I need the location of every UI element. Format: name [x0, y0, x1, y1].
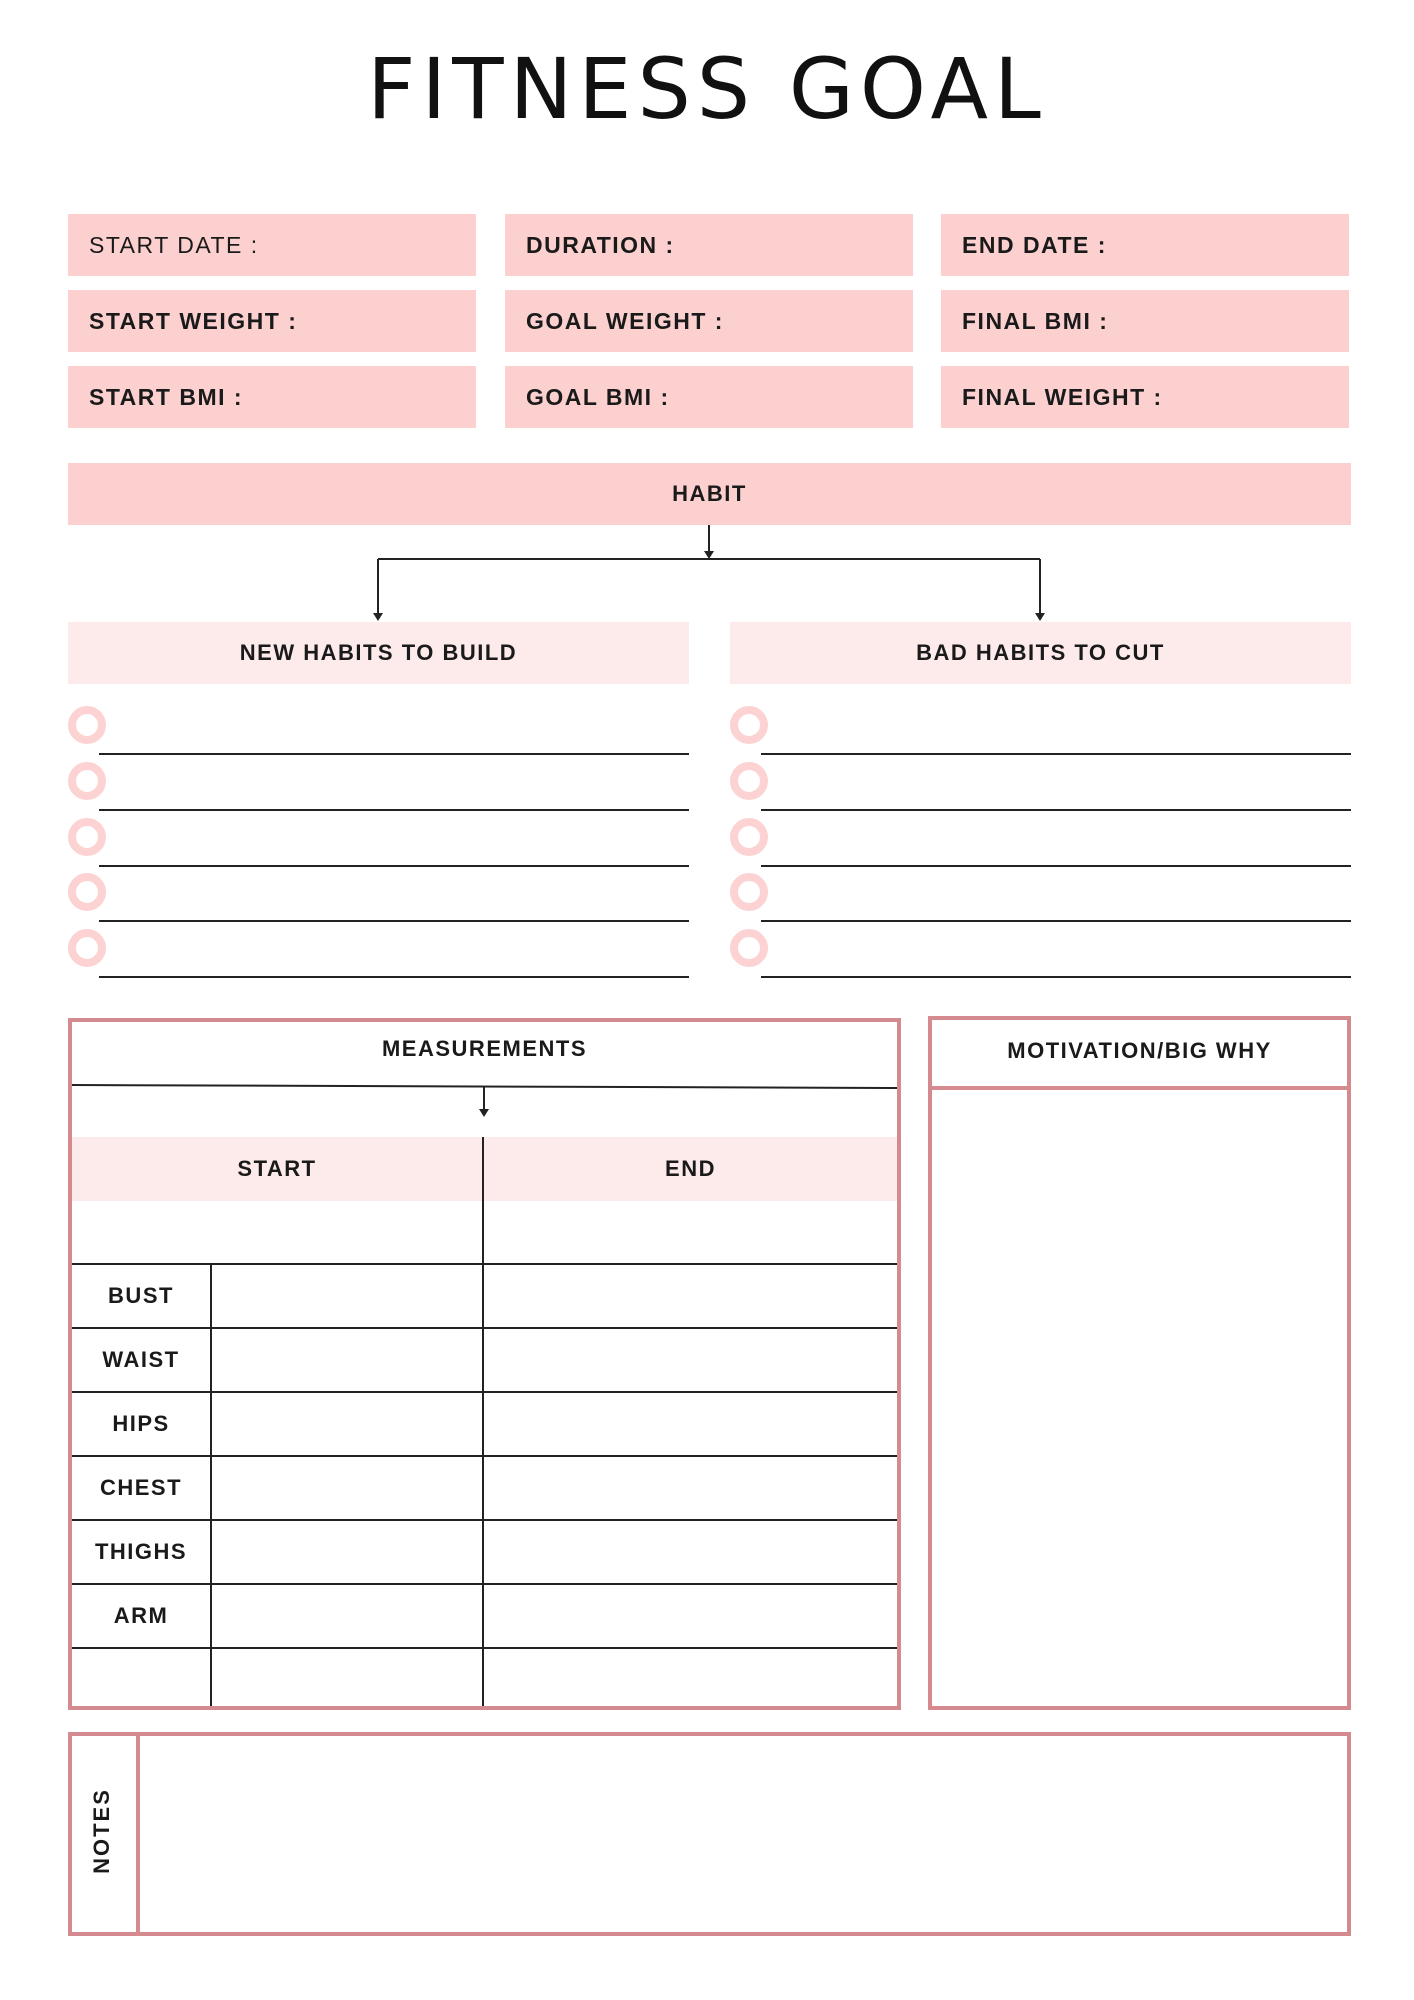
start-bmi-label: START BMI :: [89, 384, 244, 410]
start-date-field[interactable]: [68, 214, 476, 276]
new-habits-header: NEW HABITS TO BUILD: [68, 622, 689, 684]
bad-habit-checkbox[interactable]: [730, 706, 768, 744]
habit-connector: [0, 525, 1414, 625]
motivation-divider: [932, 1086, 1347, 1090]
motivation-panel[interactable]: [928, 1016, 1351, 1710]
bad-habit-line[interactable]: [761, 809, 1351, 811]
page-title: FITNESS GOAL: [367, 40, 1047, 138]
measurement-row-label: WAIST: [102, 1347, 180, 1372]
new-habit-line[interactable]: [99, 865, 689, 867]
new-habit-checkbox[interactable]: [68, 818, 106, 856]
goal-bmi-label: GOAL BMI :: [526, 384, 670, 410]
measurement-row-label: HIPS: [112, 1411, 170, 1436]
bad-habit-line[interactable]: [761, 920, 1351, 922]
final-weight-field[interactable]: [941, 366, 1349, 428]
start-weight-field[interactable]: [68, 290, 476, 352]
new-habit-line[interactable]: [99, 809, 689, 811]
bad-habit-checkbox[interactable]: [730, 929, 768, 967]
end-column-header: END: [665, 1156, 716, 1181]
new-habit-line[interactable]: [99, 976, 689, 978]
measurement-row-label: THIGHS: [94, 1539, 188, 1564]
new-habit-checkbox[interactable]: [68, 873, 106, 911]
bad-habit-checkbox[interactable]: [730, 818, 768, 856]
start-weight-label: START WEIGHT :: [89, 308, 298, 334]
notes-panel[interactable]: [68, 1732, 1351, 1936]
measurement-row-label: BUST: [108, 1283, 174, 1308]
new-habit-checkbox[interactable]: [68, 762, 106, 800]
bad-habit-line[interactable]: [761, 865, 1351, 867]
measurements-connector: [72, 1080, 897, 1120]
final-weight-label: FINAL WEIGHT :: [962, 384, 1163, 410]
new-habit-checkbox[interactable]: [68, 706, 106, 744]
row-divider: [72, 1647, 897, 1649]
bad-habit-line[interactable]: [761, 976, 1351, 978]
measurements-title: MEASUREMENTS: [381, 1036, 587, 1061]
end-date-label: END DATE :: [962, 232, 1107, 258]
bad-habit-checkbox[interactable]: [730, 762, 768, 800]
notes-divider: [136, 1736, 140, 1932]
bad-habit-checkbox[interactable]: [730, 873, 768, 911]
start-column-header: START: [237, 1156, 317, 1181]
measurement-row-label: ARM: [113, 1603, 169, 1628]
notes-label: NOTES: [89, 1788, 114, 1874]
motivation-title: MOTIVATION/BIG WHY: [1007, 1038, 1272, 1063]
start-end-divider: [482, 1137, 484, 1706]
label-column-divider: [210, 1263, 212, 1706]
new-habit-line[interactable]: [99, 920, 689, 922]
duration-label: DURATION :: [526, 232, 675, 258]
bad-habits-header: BAD HABITS TO CUT: [730, 622, 1351, 684]
start-date-label: START DATE :: [89, 232, 259, 258]
final-bmi-label: FINAL BMI :: [962, 308, 1109, 334]
start-bmi-field[interactable]: [68, 366, 476, 428]
new-habit-line[interactable]: [99, 753, 689, 755]
bad-habit-line[interactable]: [761, 753, 1351, 755]
goal-weight-field[interactable]: [505, 290, 913, 352]
duration-field[interactable]: [505, 214, 913, 276]
goal-weight-label: GOAL WEIGHT :: [526, 308, 724, 334]
end-date-field[interactable]: [941, 214, 1349, 276]
final-bmi-field[interactable]: [941, 290, 1349, 352]
new-habit-checkbox[interactable]: [68, 929, 106, 967]
goal-bmi-field[interactable]: [505, 366, 913, 428]
measurement-row-label: CHEST: [99, 1475, 183, 1500]
habit-header: HABIT: [68, 463, 1351, 525]
